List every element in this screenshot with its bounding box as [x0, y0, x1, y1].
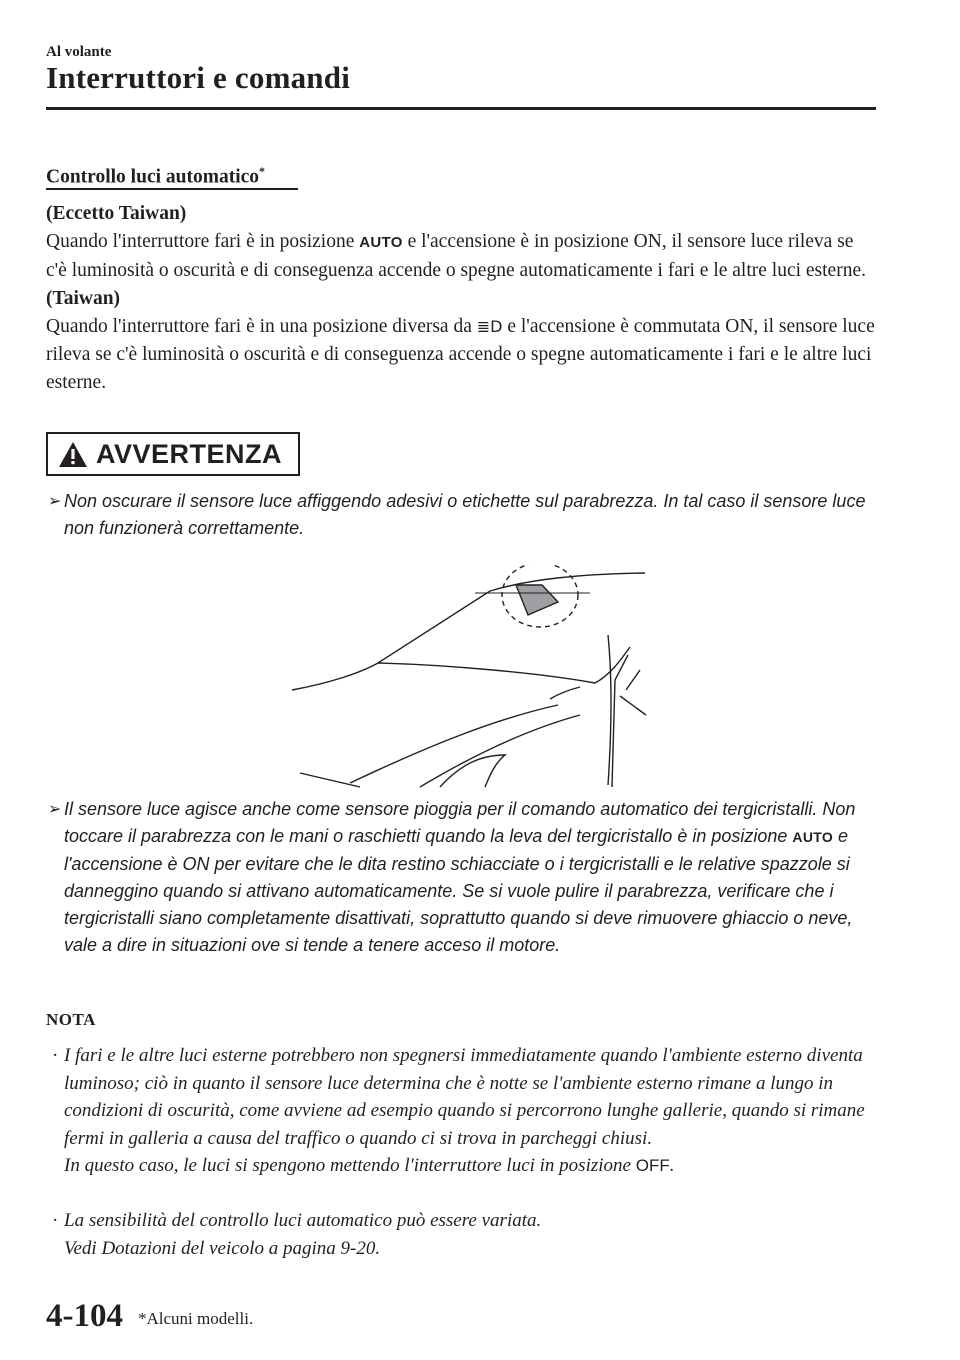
- auto-symbol: AUTO: [792, 829, 834, 845]
- warning-bullet-2: ➢ Il sensore luce agisce anche come sensore pioggia per il comando automatico dei tergicristalli. Non toccare il parabrezza con le mani o raschietti quando la leva del tergicristallo è in posizione AUTO e l'accensione è ON per evitare che le dita restino schiacciate o i tergicristalli e le relative spazzole si danneggino quando si attivano automaticamente. Se si vuole pulire il parabrezza, verificare che i tergicristalli siano completamente disattivati, soprattutto quando si deve rimuovere ghiaccio o neve, vale a dire in situazioni ove si tende a tenere acceso il motore.: [46, 796, 866, 959]
- intro-text: [46, 200, 876, 397]
- variant-label-except-taiwan: (Eccetto Taiwan): [46, 203, 187, 224]
- variant-label-taiwan: (Taiwan): [46, 288, 121, 309]
- bullet-arrow-icon: ➢: [48, 493, 62, 510]
- off-symbol: OFF: [635, 1156, 670, 1175]
- warning-title: AVVERTENZA: [96, 438, 283, 469]
- bullet-dot-icon: ·: [52, 1045, 59, 1066]
- footnote: *Alcuni modelli.: [138, 1309, 254, 1328]
- note-item-1: · I fari e le altre luci esterne potrebbero non spegnersi immediatamente quando l'ambiente esterno diventa luminoso; ciò in quanto il sensore luce determina che è notte se l'ambiente esterno rimane a lungo in condizioni di oscurità, come avviene ad esempio quando si percorrono lunghe gallerie, quando si rimane fermi in galleria a causa del traffico o quando ci si trova in parcheggi chiusi. In questo caso, le luci si spengono mettendo l'interruttore luci in posizione OFF.: [52, 1042, 872, 1180]
- page-number: 4-104: [46, 1298, 123, 1334]
- page-title: Interruttori e comandi: [46, 60, 351, 95]
- note-title: NOTA: [46, 1010, 96, 1029]
- footnote-marker: *: [259, 164, 266, 178]
- auto-symbol: AUTO: [359, 234, 403, 251]
- warning-triangle-icon: [58, 441, 88, 468]
- warning-box: [46, 432, 300, 476]
- bullet-dot-icon: ·: [52, 1210, 59, 1231]
- note-item-2: · La sensibilità del controllo luci automatico può essere variata. Vedi Dotazioni del veicolo a pagina 9-20.: [52, 1207, 872, 1262]
- subheading-underline: [46, 188, 298, 190]
- warning-bullet-1: ➢ Non oscurare il sensore luce affiggendo adesivi o etichette sul parabrezza. In tal caso il sensore luce non funzionerà correttamente.: [46, 488, 866, 542]
- header-rule: [46, 107, 876, 110]
- subheading: [46, 164, 265, 189]
- windshield-sensor-illustration: [290, 565, 650, 790]
- subheading-text: Controllo luci automatico: [46, 166, 260, 188]
- section-label: Al volante: [46, 44, 112, 60]
- headlight-icon: ≣D: [476, 317, 503, 336]
- paragraph-taiwan: Quando l'interruttore fari è in una posizione diversa da ≣D e l'accensione è commutata ON, il sensore luce rileva se c'è luminosità o oscurità e di conseguenza accende o spegne automaticamente i fari e le altre luci esterne.: [46, 316, 875, 393]
- paragraph-except-taiwan: Quando l'interruttore fari è in posizione AUTO e l'accensione è in posizione ON, il sensore luce rileva se c'è luminosità o oscurità e di conseguenza accende o spegne automaticamente i fari e le altre luci esterne.: [46, 231, 866, 281]
- bullet-arrow-icon: ➢: [48, 801, 62, 818]
